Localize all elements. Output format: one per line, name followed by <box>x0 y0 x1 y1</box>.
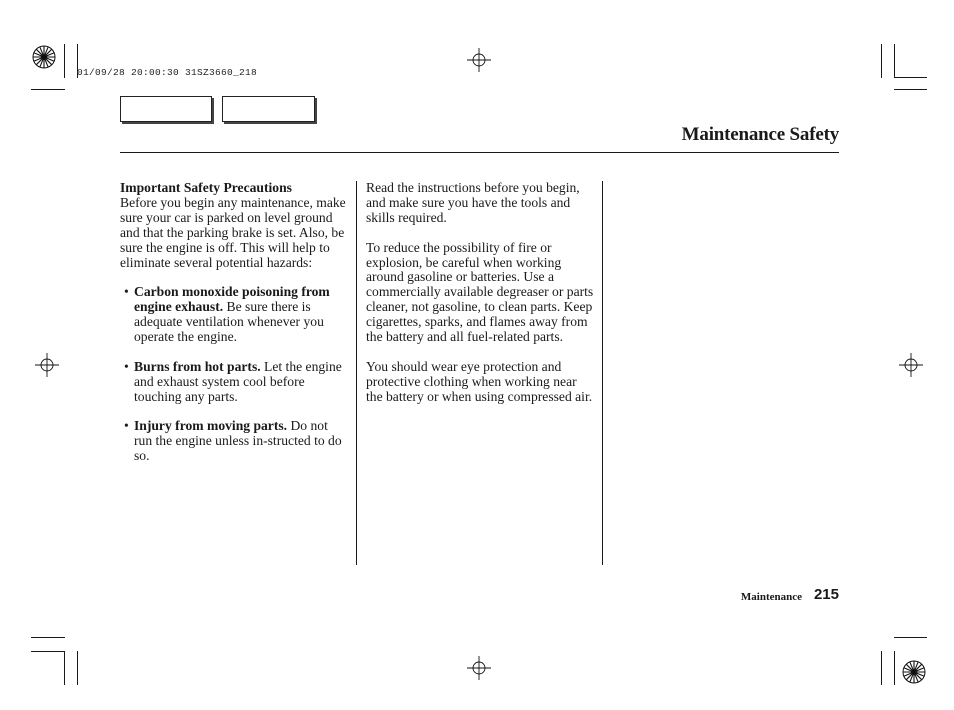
hazard-text: Be sure there is adequate ventilation whenever you operate the engine. <box>134 299 324 345</box>
crop-mark <box>894 651 895 685</box>
crop-mark <box>31 651 65 652</box>
print-imprint: 01/09/28 20:00:30 31SZ3660_218 <box>77 67 258 78</box>
crosshair-registration-icon <box>35 353 59 377</box>
crop-mark <box>894 44 895 78</box>
crop-mark <box>894 637 927 638</box>
hazard-text: Let the engine and exhaust system cool before touching any parts. <box>134 358 342 404</box>
column-middle <box>366 181 594 419</box>
column-left <box>120 181 348 479</box>
intro-paragraph <box>120 181 348 270</box>
list-item <box>120 419 348 464</box>
crosshair-registration-icon <box>467 48 491 72</box>
body-paragraph: To reduce the possibility of fire or explosion, be careful when working around gasoline or batteries. Use a commercially available degreaser or parts cleaner, not gasoline, to clean parts. Keep cigarettes, sparks, and flames away from the battery and all fuel-related parts. <box>366 239 594 345</box>
list-item <box>120 285 348 345</box>
body-paragraph: You should wear eye protection and protective clothing when working near the battery or when using compressed air. <box>366 358 593 404</box>
hazard-text: Do not run the engine unless in-structed to do so. <box>134 418 342 464</box>
crop-mark <box>881 44 882 78</box>
body-paragraph: Read the instructions before you begin, and make sure you have the tools and skills required. <box>366 180 580 225</box>
column-divider <box>602 181 603 565</box>
crosshair-registration-icon <box>899 353 923 377</box>
column-divider <box>356 181 357 565</box>
intro-text: Before you begin any maintenance, make sure your car is parked on level ground and that the parking brake is set. Also, be sure the engine is off. This will help to eliminate several potential hazards: <box>120 194 346 270</box>
hazard-name: Burns from hot parts. <box>134 358 261 374</box>
crop-mark <box>881 651 882 685</box>
crosshair-registration-icon <box>467 656 491 680</box>
hazard-name: Injury from moving parts. <box>134 418 288 434</box>
list-item <box>120 360 348 405</box>
crop-mark <box>31 89 65 90</box>
crop-mark <box>64 44 65 78</box>
crop-mark <box>894 77 927 78</box>
crop-mark <box>77 651 78 685</box>
crop-mark <box>894 89 927 90</box>
footer-section-name: Maintenance <box>740 591 802 603</box>
section-tab-box-1 <box>120 96 212 122</box>
sunburst-registration-icon <box>32 45 56 69</box>
crop-mark <box>31 637 65 638</box>
page-number: 215 <box>813 586 839 603</box>
hazard-list <box>120 285 348 464</box>
hazard-name: Carbon monoxide poisoning from engine exhaust. <box>134 284 330 315</box>
crop-mark <box>64 651 65 685</box>
header-rule <box>120 152 839 153</box>
section-tab-box-2 <box>222 96 315 122</box>
precautions-heading: Important Safety Precautions <box>120 180 292 195</box>
sunburst-registration-icon <box>902 660 926 684</box>
section-title: Maintenance Safety <box>681 124 839 145</box>
